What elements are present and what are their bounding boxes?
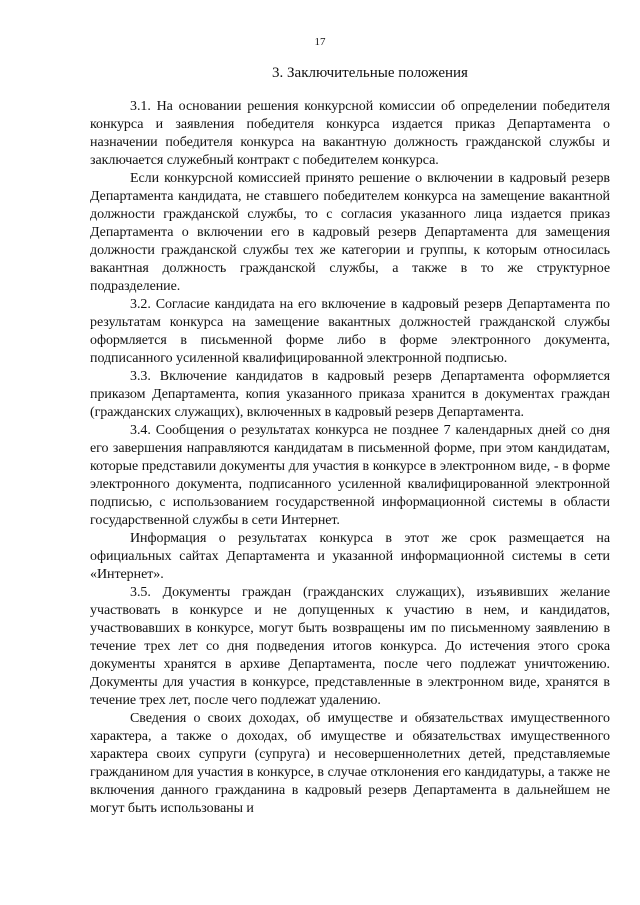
section-title: 3. Заключительные положения <box>272 65 468 81</box>
paragraph-3-4: 3.4. Сообщения о результатах конкурса не позднее 7 календарных дней со дня его завершения направляются кандидатам в письменной форме, при этом кандидатам, которые представили документы для участия в конкурсе в электронном виде, - в форме электронного документа, подписанного усиленной квалифицированной электронной подписью, с использованием государственной информационной системы в области государственной службы в сети Интернет. <box>90 423 610 528</box>
paragraph-3-2: 3.2. Согласие кандидата на его включение в кадровый резерв Департамента по результатам конкурса на замещение вакантных должностей гражданской службы оформляется в письменной форме либо в форме электронного документа, подписанного усиленной квалифицированной электронной подписью. <box>90 297 610 366</box>
paragraph-3-1: 3.1. На основании решения конкурсной комиссии об определении победителя конкурса и заявления победителя конкурса издается приказ Департамента о назначении победителя конкурса на вакантную должность гражданской службы и заключается служебный контракт с победителем конкурса. <box>90 99 610 168</box>
paragraph-reserve-inclusion: Если конкурсной комиссией принято решение о включении в кадровый резерв Департамента кандидата, не ставшего победителем конкурса на замещение вакантной должности гражданской службы, то с согласия указанного лица издается приказ Департамента о включении его в кадровый резерв Департамента для замещения должности гражданской службы тех же категории и группы, к которым относилась вакантная должность гражданской службы, а также в то же структурное подразделение. <box>90 171 610 294</box>
document-body <box>90 98 610 818</box>
paragraph-income-information: Сведения о своих доходах, об имуществе и обязательствах имущественного характера, а также о доходах, об имуществе и обязательствах имущественного характера своих супруги (супруга) и несовершеннолетних детей, представляемые гражданином для участия в конкурсе, в случае отклонения его кандидатуры, а также не включения данного гражданина в кадровый резерв Департамента в дальнейшем не могут быть использованы и <box>90 711 610 816</box>
page-number: 17 <box>314 36 326 48</box>
paragraph-3-5: 3.5. Документы граждан (гражданских служащих), изъявивших желание участвовать в конкурсе и не допущенных к участию в нем, и кандидатов, участвовавших в конкурсе, могут быть возвращены им по письменному заявлению в течение трех лет со дня подведения итогов конкурса. До истечения этого срока документы хранятся в архиве Департамента, после чего подлежат уничтожению. Документы для участия в конкурсе, представленные в электронном виде, хранятся в течение трех лет, после чего подлежат удалению. <box>90 585 610 708</box>
paragraph-3-3: 3.3. Включение кандидатов в кадровый резерв Департамента оформляется приказом Департамента, копия указанного приказа хранится в документах граждан (гражданских служащих), включенных в кадровый резерв Департамента. <box>90 369 610 420</box>
paragraph-results-publication: Информация о результатах конкурса в этот же срок размещается на официальных сайтах Департамента и указанной информационной системы в сети «Интернет». <box>90 531 610 582</box>
